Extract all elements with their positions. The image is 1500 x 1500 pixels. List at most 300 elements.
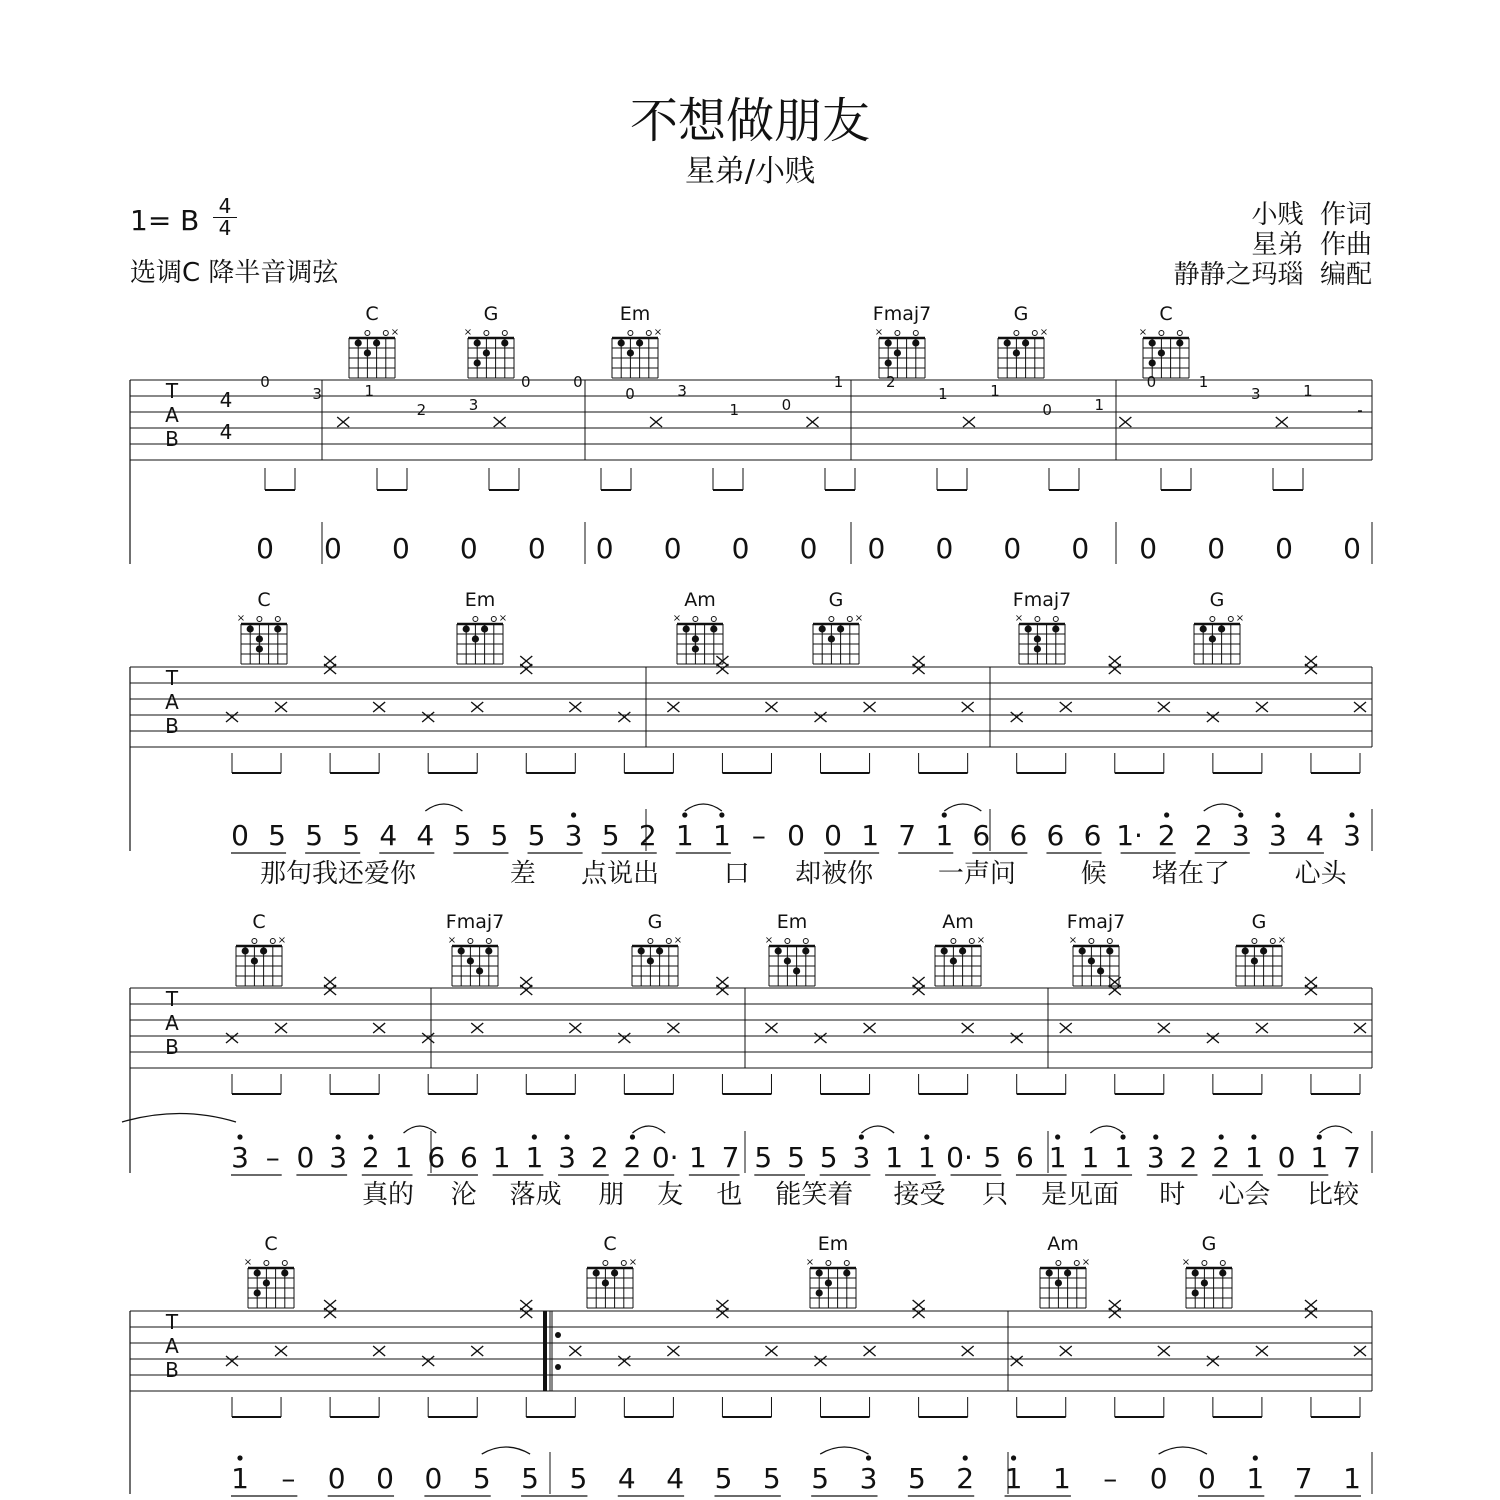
octave-dot (1317, 1134, 1322, 1139)
jianpu-note: 6 (1046, 819, 1065, 852)
lyricist-credit: 小贱 作词 (1251, 200, 1372, 230)
tab-clef-letter: T (165, 987, 179, 1011)
jianpu-note: 0 (595, 532, 614, 565)
chord-name-g: G (1013, 303, 1029, 325)
jianpu-note: 0 (824, 819, 842, 852)
chord-finger-dot (1088, 957, 1095, 964)
tie-arc (1319, 1126, 1352, 1133)
chord-finger-dot (1034, 645, 1041, 652)
jianpu-note: 3 (1146, 1141, 1165, 1174)
jianpu-note: 3 (859, 1462, 878, 1495)
jianpu-note: 1 (1052, 1462, 1071, 1495)
chord-open-mark (711, 617, 716, 622)
fret-number: 1 (729, 401, 740, 419)
lyric-word: 口 (723, 859, 750, 889)
jianpu-note: 0· (651, 1141, 679, 1174)
jianpu-note: – (751, 819, 766, 852)
chord-open-mark (829, 617, 834, 622)
jianpu-note: 3 (329, 1141, 348, 1174)
jianpu-note: 1 (525, 1141, 544, 1174)
chord-name-c: C (1159, 303, 1173, 325)
octave-dot (1219, 1134, 1224, 1139)
jianpu-note: 2 (956, 1462, 975, 1495)
chord-name-em: Em (817, 1233, 849, 1255)
lyric-word: 心头 (1294, 859, 1347, 889)
jianpu-note: 4 (617, 1462, 636, 1495)
chord-finger-dot (843, 1269, 850, 1276)
time-signature-tab: 4 (219, 420, 233, 444)
chord-finger-dot (472, 635, 479, 642)
artist-name: 星弟/小贱 (684, 154, 816, 189)
octave-dot (866, 1455, 871, 1460)
jianpu-note: 2 (590, 1141, 609, 1174)
chord-mute-mark: × (236, 613, 246, 624)
chord-finger-dot (1260, 947, 1267, 954)
fret-number: 1 (364, 382, 375, 400)
repeat-dot (555, 1364, 561, 1370)
chord-finger-dot (959, 947, 966, 954)
chord-finger-dot (816, 1289, 823, 1296)
chord-mute-mark: × (1039, 327, 1049, 338)
jianpu-note: 5 (601, 819, 620, 852)
octave-dot (1153, 1134, 1158, 1139)
jianpu-note: 6 (1083, 819, 1102, 852)
jianpu-note: 5 (342, 819, 361, 852)
chord-mute-mark: × (1014, 613, 1024, 624)
jianpu-note: 1 (394, 1141, 413, 1174)
fret-number: 0 (520, 373, 531, 391)
chord-open-mark (252, 939, 257, 944)
jianpu-note: 2 (638, 819, 657, 852)
chord-open-mark (1107, 939, 1112, 944)
chord-name-g: G (1209, 589, 1225, 611)
chord-finger-dot (1242, 947, 1249, 954)
lyric-word: 是见面 (1041, 1180, 1120, 1210)
chord-finger-dot (885, 339, 892, 346)
tab-clef-letter: A (165, 1011, 179, 1035)
chord-finger-dot (828, 635, 835, 642)
octave-dot (1349, 812, 1354, 817)
chord-open-mark (951, 939, 956, 944)
octave-dot (942, 812, 947, 817)
chord-name-em: Em (619, 303, 651, 325)
lyric-word: 能笑着 (775, 1180, 854, 1210)
fret-number: 1 (938, 385, 948, 403)
chord-mute-mark: × (673, 935, 683, 946)
chord-open-mark (1014, 331, 1019, 336)
chord-finger-dot (1064, 1269, 1071, 1276)
chord-open-mark (468, 939, 473, 944)
jianpu-note: 0 (787, 819, 805, 852)
chord-finger-dot (912, 339, 919, 346)
chord-mute-mark: × (277, 935, 287, 946)
chord-finger-dot (1052, 625, 1059, 632)
chord-finger-dot (1192, 1269, 1199, 1276)
chord-finger-dot (1149, 339, 1156, 346)
chord-finger-dot (247, 625, 254, 632)
chord-finger-dot (819, 625, 826, 632)
chord-finger-dot (364, 349, 371, 356)
octave-dot (963, 1455, 968, 1460)
lyric-word: 沦 (450, 1180, 477, 1210)
chord-open-mark (826, 1261, 831, 1266)
jianpu-note: 1 (917, 1141, 936, 1174)
chord-mute-mark: × (653, 327, 663, 338)
chord-finger-dot (618, 339, 625, 346)
chord-open-mark (1202, 1261, 1207, 1266)
tuning-note: 选调C 降半音调弦 (130, 258, 339, 288)
tie-arc (482, 1447, 530, 1454)
chord-finger-dot (281, 1269, 288, 1276)
jianpu-note: 0 (256, 532, 274, 565)
jianpu-note: 4 (379, 819, 398, 852)
jianpu-note: 5 (305, 819, 324, 852)
chord-open-mark (1220, 1261, 1225, 1266)
chord-open-mark (666, 939, 671, 944)
chord-open-mark (648, 939, 653, 944)
chord-finger-dot (501, 339, 508, 346)
jianpu-note: 7 (1343, 1141, 1361, 1174)
chord-finger-dot (647, 957, 654, 964)
chord-finger-dot (1218, 625, 1225, 632)
chord-finger-dot (1013, 349, 1020, 356)
lyric-word: 只 (982, 1180, 1009, 1210)
chord-open-mark (502, 331, 507, 336)
arranger-credit: 静静之玛瑙 编配 (1173, 260, 1372, 290)
jianpu-note: 1 (935, 819, 954, 852)
jianpu-note: 0 (1275, 532, 1293, 565)
tie-arc (425, 804, 462, 811)
lyric-word: 候 (1080, 859, 1107, 889)
octave-dot (571, 812, 576, 817)
chord-finger-dot (474, 359, 481, 366)
chord-finger-dot (1022, 339, 1029, 346)
octave-dot (924, 1134, 929, 1139)
chord-open-mark (603, 1261, 608, 1266)
chord-name-fmaj7: Fmaj7 (1012, 589, 1072, 611)
chord-open-mark (365, 331, 370, 336)
tie-arc (1090, 1126, 1123, 1133)
chord-finger-dot (1079, 947, 1086, 954)
octave-dot (682, 812, 687, 817)
lyric-word: 堵在了 (1151, 859, 1230, 889)
tie-arc (632, 1126, 665, 1133)
chord-finger-dot (602, 1279, 609, 1286)
chord-finger-dot (251, 957, 258, 964)
chord-finger-dot (1149, 359, 1156, 366)
tie-arc (685, 804, 722, 811)
chord-finger-dot (611, 1269, 618, 1276)
octave-dot (368, 1134, 373, 1139)
fret-number: 1 (1198, 373, 1209, 391)
fret-number: 1 (1303, 382, 1313, 400)
jianpu-note: 1 (688, 1141, 707, 1174)
chord-name-am: Am (942, 911, 974, 933)
chord-mute-mark: × (628, 1257, 638, 1268)
chord-finger-dot (242, 947, 249, 954)
octave-dot (1120, 1134, 1125, 1139)
chord-open-mark (628, 331, 633, 336)
jianpu-note: 7 (721, 1141, 740, 1174)
chord-open-mark (270, 939, 275, 944)
chord-open-mark (264, 1261, 269, 1266)
chord-finger-dot (941, 947, 948, 954)
jianpu-note: 5 (762, 1462, 781, 1495)
lyric-word: 友 (657, 1180, 684, 1210)
chord-open-mark (913, 331, 918, 336)
chord-finger-dot (458, 947, 465, 954)
chord-open-mark (785, 939, 790, 944)
fret-number: 0 (625, 385, 635, 403)
chord-finger-dot (894, 349, 901, 356)
chord-open-mark (1177, 331, 1182, 336)
octave-dot (1251, 1134, 1256, 1139)
chord-finger-dot (476, 967, 483, 974)
chord-open-mark (621, 1261, 626, 1266)
chord-finger-dot (1192, 1289, 1199, 1296)
tie-arc (820, 1447, 868, 1454)
chord-open-mark (491, 617, 496, 622)
chord-finger-dot (254, 1289, 261, 1296)
chord-name-g: G (828, 589, 844, 611)
jianpu-note: 0 (1343, 532, 1361, 565)
jianpu-note: 5 (907, 1462, 926, 1495)
jianpu-note: 2 (1157, 819, 1176, 852)
chord-finger-dot (1158, 349, 1165, 356)
chord-mute-mark: × (1068, 935, 1078, 946)
chord-finger-dot (825, 1279, 832, 1286)
jianpu-note: 6 (1016, 1141, 1034, 1174)
jianpu-note: 5 (811, 1462, 830, 1495)
fret-number: 3 (468, 396, 479, 414)
octave-dot (1275, 812, 1280, 817)
jianpu-note: 3 (564, 819, 583, 852)
octave-dot (564, 1134, 569, 1139)
chord-finger-dot (1034, 635, 1041, 642)
chord-name-fmaj7: Fmaj7 (1066, 911, 1126, 933)
chord-finger-dot (274, 625, 281, 632)
chord-mute-mark: × (390, 327, 400, 338)
octave-dot (859, 1134, 864, 1139)
tie-arc (122, 1114, 236, 1123)
chord-finger-dot (1200, 625, 1207, 632)
fret-number: 0 (1146, 373, 1157, 391)
jianpu-note: 1 (861, 819, 880, 852)
chord-open-mark (969, 939, 974, 944)
chord-mute-mark: × (854, 613, 864, 624)
jianpu-note: 6 (1009, 819, 1028, 852)
jianpu-note: 1 (1048, 1141, 1067, 1174)
chord-open-mark (1053, 617, 1058, 622)
chord-mute-mark: × (672, 613, 682, 624)
chord-name-g: G (1201, 1233, 1217, 1255)
chord-name-g: G (483, 303, 499, 325)
chord-mute-mark: × (1181, 1257, 1191, 1268)
tab-clef-letter: T (165, 379, 179, 403)
chord-name-em: Em (776, 911, 808, 933)
jianpu-note: 3 (1268, 819, 1287, 852)
chord-name-c: C (365, 303, 379, 325)
tie-arc (861, 1126, 894, 1133)
chord-open-mark (1159, 331, 1164, 336)
octave-dot (237, 1134, 242, 1139)
jianpu-note: 5 (521, 1462, 540, 1495)
tie-arc (944, 804, 981, 811)
fret-number: 1 (1094, 396, 1105, 414)
fret-number: - (1357, 401, 1363, 419)
chord-finger-dot (683, 625, 690, 632)
jianpu-note: 0 (296, 1141, 315, 1174)
key-signature: 1= B (130, 204, 200, 237)
fret-number: 2 (416, 401, 427, 419)
chord-open-mark (847, 617, 852, 622)
chord-finger-dot (775, 947, 782, 954)
chord-finger-dot (627, 349, 634, 356)
chord-name-g: G (1251, 911, 1267, 933)
jianpu-note: 5 (490, 819, 509, 852)
jianpu-note: 0 (1149, 1462, 1168, 1495)
chord-finger-dot (481, 625, 488, 632)
jianpu-note: 5 (472, 1462, 491, 1495)
jianpu-note: 4 (1306, 819, 1324, 852)
octave-dot (237, 1455, 242, 1460)
tab-clef-letter: T (165, 666, 179, 690)
jianpu-note: 1 (492, 1141, 511, 1174)
jianpu-note: 0 (231, 819, 249, 852)
jianpu-note: 1 (1244, 1141, 1263, 1174)
tab-clef-letter: B (165, 714, 179, 738)
chord-open-mark (1210, 617, 1215, 622)
chord-name-am: Am (684, 589, 716, 611)
jianpu-note: 5 (527, 819, 546, 852)
tie-arc (1159, 1447, 1207, 1454)
octave-dot (630, 1134, 635, 1139)
chord-mute-mark: × (243, 1257, 253, 1268)
jianpu-note: – (1103, 1462, 1118, 1495)
jianpu-note: 5 (819, 1141, 838, 1174)
chord-mute-mark: × (447, 935, 457, 946)
jianpu-note: 1 (231, 1462, 249, 1495)
chord-name-c: C (257, 589, 271, 611)
chord-finger-dot (373, 339, 380, 346)
jianpu-note: 0 (1277, 1141, 1296, 1174)
chord-finger-dot (1201, 1279, 1208, 1286)
jianpu-note: 5 (787, 1141, 805, 1174)
octave-dot (719, 812, 724, 817)
lyric-word: 也 (716, 1180, 743, 1210)
fret-number: 0 (573, 373, 583, 391)
chord-finger-dot (710, 625, 717, 632)
jianpu-note: 2 (1194, 819, 1213, 852)
fret-number: 3 (1250, 385, 1261, 403)
repeat-dot (555, 1332, 561, 1338)
chord-finger-dot (593, 1269, 600, 1276)
octave-dot (1238, 812, 1243, 817)
composer-credit: 星弟 作曲 (1251, 230, 1372, 260)
jianpu-note: 1 (1081, 1141, 1100, 1174)
chord-finger-dot (1176, 339, 1183, 346)
chord-finger-dot (885, 359, 892, 366)
jianpu-note: 0 (731, 532, 750, 565)
jianpu-note: 3 (1231, 819, 1250, 852)
fret-number: 0 (260, 373, 270, 391)
chord-open-mark (1252, 939, 1257, 944)
jianpu-note: 0 (327, 1462, 346, 1495)
jianpu-note: 1 (675, 819, 694, 852)
chord-mute-mark: × (1081, 1257, 1091, 1268)
jianpu-note: 4 (416, 819, 435, 852)
jianpu-note: 5 (983, 1141, 1002, 1174)
jianpu-note: 0 (1139, 532, 1158, 565)
chord-finger-dot (1004, 339, 1011, 346)
chord-finger-dot (638, 947, 645, 954)
time-signature-top: 4 (218, 194, 232, 218)
jianpu-note: 3 (231, 1141, 249, 1174)
chord-open-mark (282, 1261, 287, 1266)
jianpu-note: 7 (898, 819, 917, 852)
chord-finger-dot (485, 947, 492, 954)
chord-mute-mark: × (498, 613, 508, 624)
chord-mute-mark: × (1138, 327, 1148, 338)
chord-finger-dot (355, 339, 362, 346)
jianpu-note: 1 (1004, 1462, 1023, 1495)
chord-mute-mark: × (764, 935, 774, 946)
tab-clef-letter: A (165, 403, 179, 427)
chord-finger-dot (950, 957, 957, 964)
lyric-word: 一声问 (937, 859, 1016, 889)
chord-finger-dot (656, 947, 663, 954)
chord-open-mark (383, 331, 388, 336)
tab-clef-letter: B (165, 1358, 179, 1382)
chord-finger-dot (1055, 1279, 1062, 1286)
chord-mute-mark: × (874, 327, 884, 338)
jianpu-note: 0 (1003, 532, 1022, 565)
chord-open-mark (895, 331, 900, 336)
lyric-word: 点说出 (581, 859, 660, 889)
jianpu-note: 0 (663, 532, 682, 565)
octave-dot (1253, 1455, 1258, 1460)
jianpu-note: 0 (391, 532, 410, 565)
jianpu-note: 3 (852, 1141, 871, 1174)
chord-open-mark (1035, 617, 1040, 622)
chord-open-mark (1074, 1261, 1079, 1266)
jianpu-note: 0 (1198, 1462, 1216, 1495)
jianpu-note: 2 (361, 1141, 380, 1174)
lyric-word: 落成 (509, 1180, 562, 1210)
jianpu-note: 1· (1116, 819, 1143, 852)
time-signature-tab: 4 (219, 388, 233, 412)
chord-name-em: Em (464, 589, 496, 611)
chord-name-g: G (647, 911, 663, 933)
jianpu-note: 6 (460, 1141, 478, 1174)
jianpu-note: 1 (885, 1141, 904, 1174)
chord-finger-dot (837, 625, 844, 632)
chord-open-mark (803, 939, 808, 944)
jianpu-note: 7 (1294, 1462, 1313, 1495)
chord-finger-dot (816, 1269, 823, 1276)
chord-finger-dot (802, 947, 809, 954)
fret-number: 0 (781, 396, 792, 414)
chord-name-c: C (603, 1233, 617, 1255)
lyric-word: 心会 (1218, 1180, 1271, 1210)
jianpu-note: 0 (935, 532, 954, 565)
song-title: 不想做朋友 (629, 93, 870, 149)
chord-open-mark (275, 617, 280, 622)
chord-open-mark (1228, 617, 1233, 622)
lyric-word: 朋 (598, 1180, 625, 1210)
jianpu-note: 1 (1246, 1462, 1265, 1495)
chord-finger-dot (483, 349, 490, 356)
